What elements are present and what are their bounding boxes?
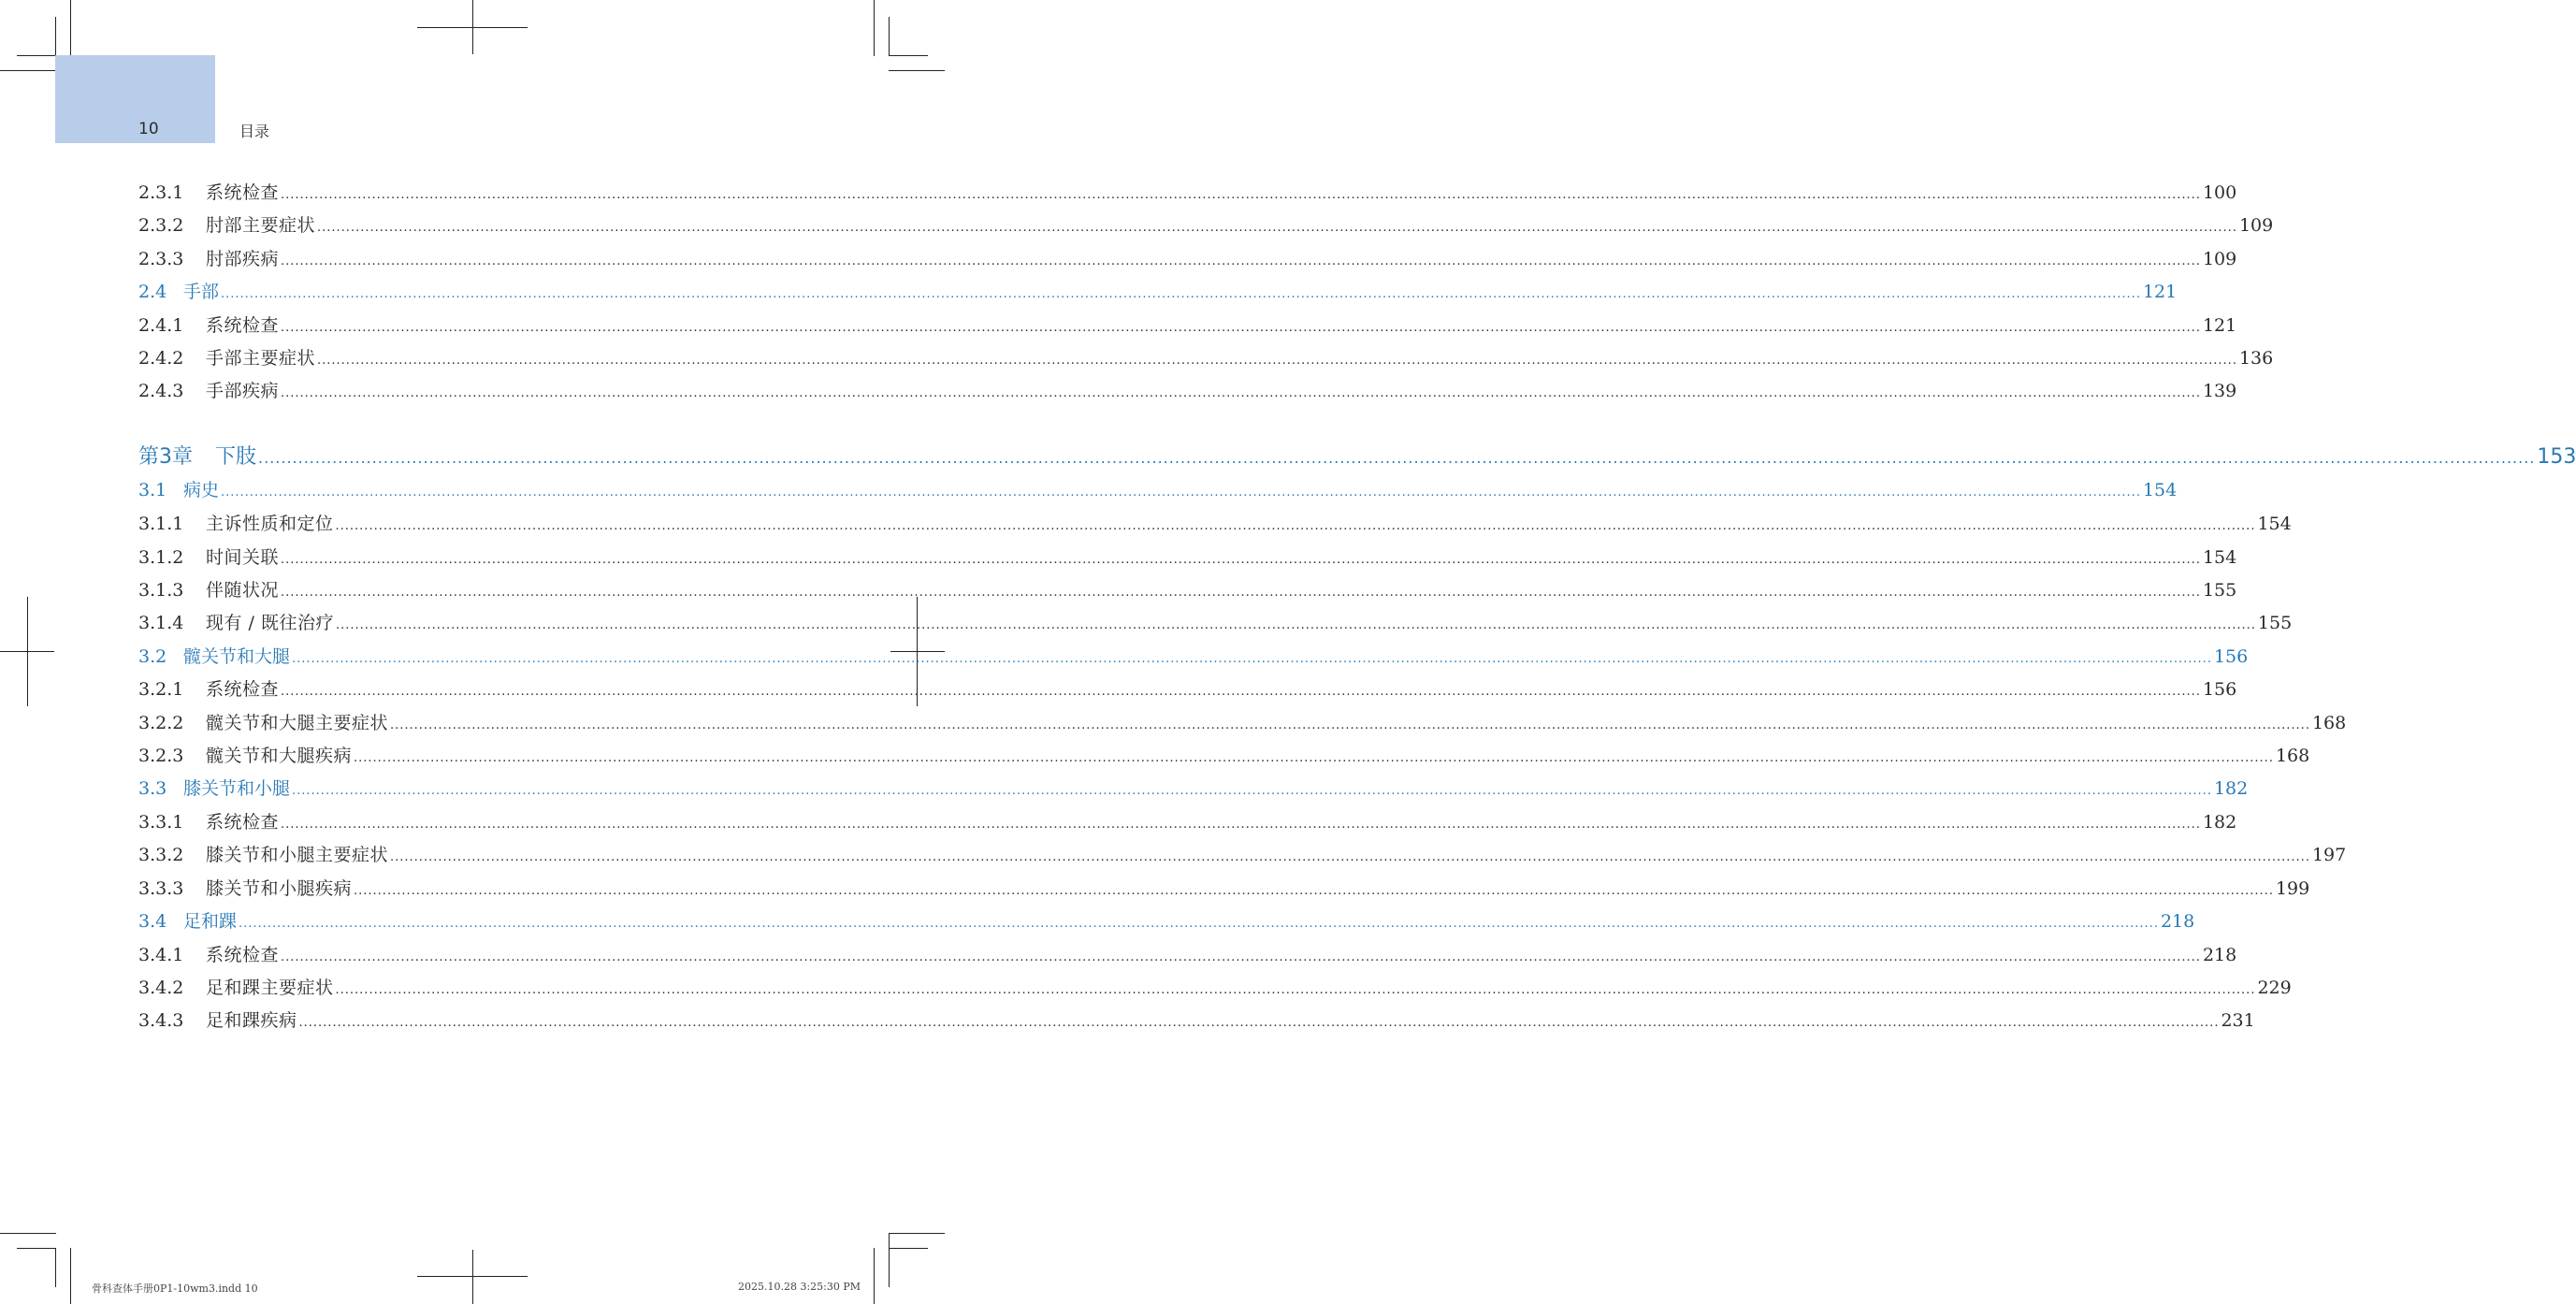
toc-entry-number: 3.2.3: [138, 746, 184, 766]
toc-entry-number: 2.3.2: [138, 215, 184, 236]
toc-dot-leader: ................................................................................................................................................................................................................................................................................................................................................................................................................: [292, 652, 2212, 666]
toc-dot-leader: ................................................................................................................................................................................................................................................................................................................................................................................................................: [281, 950, 2201, 964]
toc-entry-sec[interactable]: [138, 776, 2249, 804]
toc-entry-title: 主诉性质和定位: [206, 514, 334, 534]
crop-mark: [70, 1248, 71, 1304]
toc-entry-number: 3.1: [138, 480, 167, 500]
toc-entry-number: 2.4: [138, 282, 167, 302]
toc-entry-number: 第3章: [138, 445, 193, 469]
toc-dot-leader: ................................................................................................................................................................................................................................................................................................................................................................................................................: [335, 519, 2256, 533]
toc-entry-sub[interactable]: [138, 677, 2237, 704]
toc-entry-number: 3.3.1: [138, 812, 184, 833]
toc-dot-leader: ................................................................................................................................................................................................................................................................................................................................................................................................................: [390, 850, 2310, 864]
toc-dot-leader: ................................................................................................................................................................................................................................................................................................................................................................................................................: [239, 917, 2159, 931]
toc-entry-title: 膝关节和小腿疾病: [206, 878, 353, 899]
toc-entry-page: 100: [2202, 182, 2237, 203]
toc-entry-title: 下肢: [215, 445, 257, 469]
slug-timestamp: 2025.10.28 3:25:30 PM: [738, 1281, 861, 1293]
toc-dot-leader: ................................................................................................................................................................................................................................................................................................................................................................................................................: [354, 751, 2274, 765]
toc-entry-sec[interactable]: [138, 909, 2195, 936]
toc-entry-page: 156: [2213, 646, 2249, 667]
toc-dot-leader: ................................................................................................................................................................................................................................................................................................................................................................................................................: [281, 386, 2201, 400]
toc-dot-leader: ................................................................................................................................................................................................................................................................................................................................................................................................................: [281, 818, 2201, 832]
toc-entry-page: 109: [2238, 215, 2274, 236]
toc-entry-sub[interactable]: [138, 213, 2274, 240]
toc-entry-page: 121: [2202, 315, 2237, 336]
toc-dot-leader: ................................................................................................................................................................................................................................................................................................................................................................................................................: [281, 321, 2201, 335]
toc-entry-number: 3.1.3: [138, 580, 184, 601]
slug-filename: 骨科查体手册0P1-10wm3.indd 10: [92, 1282, 258, 1295]
toc-entry-page: 218: [2202, 945, 2237, 965]
toc-entry-number: 3.2.2: [138, 713, 184, 733]
toc-dot-leader: ................................................................................................................................................................................................................................................................................................................................................................................................................: [281, 254, 2201, 268]
toc-entry-number: 3.4.3: [138, 1010, 184, 1031]
toc-entry-number: 3.3: [138, 778, 167, 799]
crop-mark: [889, 70, 945, 71]
toc-entry-title: 手部: [183, 282, 220, 302]
toc-entry-page: 139: [2202, 381, 2237, 401]
toc-entry-sub[interactable]: [138, 379, 2237, 406]
toc-entry-sec[interactable]: [138, 280, 2178, 307]
toc-entry-sec[interactable]: [138, 645, 2249, 672]
header-color-block: [55, 55, 215, 143]
toc-entry-number: 3.4.1: [138, 945, 184, 965]
toc-dot-leader: ................................................................................................................................................................................................................................................................................................................................................................................................................: [298, 1016, 2220, 1030]
toc-entry-number: 2.4.1: [138, 315, 184, 336]
toc-entry-page: 182: [2202, 812, 2237, 833]
toc-entry-title: 足和踝: [183, 911, 238, 932]
page-number: 10: [138, 120, 159, 138]
toc-entry-title: 手部主要症状: [206, 348, 316, 369]
toc-dot-leader: ................................................................................................................................................................................................................................................................................................................................................................................................................: [335, 983, 2256, 997]
toc-entry-title: 足和踝疾病: [206, 1010, 297, 1031]
toc-entry-sub[interactable]: [138, 313, 2237, 340]
toc-entry-title: 髋关节和大腿疾病: [206, 746, 353, 766]
toc-entry-number: 2.3.1: [138, 182, 184, 203]
toc-entry-number: 3.4: [138, 911, 167, 932]
toc-entry-sub[interactable]: [138, 943, 2237, 970]
toc-entry-number: 3.3.3: [138, 878, 184, 899]
toc-entry-sub[interactable]: [138, 810, 2237, 837]
toc-dot-leader: ................................................................................................................................................................................................................................................................................................................................................................................................................: [390, 718, 2310, 732]
toc-entry-page: 199: [2275, 878, 2310, 899]
toc-entry-sub[interactable]: [138, 346, 2274, 373]
toc-entry-title: 系统检查: [206, 182, 280, 203]
toc-entry-number: 3.4.2: [138, 978, 184, 998]
toc-entry-page: 154: [2257, 514, 2292, 534]
toc-entry-title: 膝关节和小腿: [183, 778, 291, 799]
toc-entry-title: 髋关节和大腿主要症状: [206, 713, 389, 733]
toc-entry-number: 2.4.3: [138, 381, 184, 401]
toc-entry-sub[interactable]: [138, 843, 2347, 870]
toc-entry-page: 153: [2537, 445, 2576, 469]
toc-entry-title: 时间关联: [206, 547, 280, 568]
toc-entry-title: 系统检查: [206, 679, 280, 700]
toc-entry-page: 197: [2311, 845, 2347, 865]
toc-dot-leader: ................................................................................................................................................................................................................................................................................................................................................................................................................: [221, 287, 2141, 301]
crop-mark: [889, 1233, 890, 1287]
toc-entry-sub[interactable]: [138, 1008, 2255, 1036]
crop-mark: [17, 1248, 56, 1249]
toc-dot-leader: ................................................................................................................................................................................................................................................................................................................................................................................................................: [281, 553, 2201, 567]
crop-mark: [0, 651, 54, 652]
toc-dot-leader: ................................................................................................................................................................................................................................................................................................................................................................................................................: [335, 618, 2256, 632]
toc-entry-title: 手部疾病: [206, 381, 280, 401]
toc-entry-page: 168: [2311, 713, 2347, 733]
crop-mark: [0, 70, 56, 71]
toc-entry-sub[interactable]: [138, 877, 2310, 904]
crop-mark: [55, 1248, 56, 1287]
toc-entry-sub[interactable]: [138, 976, 2292, 1003]
crop-mark: [889, 17, 890, 56]
toc-entry-number: 3.1.4: [138, 613, 184, 633]
crop-mark: [70, 0, 71, 56]
crop-mark: [55, 17, 56, 56]
crop-mark: [417, 27, 528, 28]
toc-entry-title: 现有 / 既往治疗: [206, 613, 334, 633]
toc-entry-chapter[interactable]: [138, 445, 2576, 471]
toc-entry-page: 156: [2202, 679, 2237, 700]
toc-dot-leader: ................................................................................................................................................................................................................................................................................................................................................................................................................: [281, 685, 2201, 699]
toc-dot-leader: ................................................................................................................................................................................................................................................................................................................................................................................................................: [317, 221, 2237, 235]
crop-mark: [889, 1233, 945, 1234]
toc-entry-sub[interactable]: [138, 711, 2347, 738]
crop-mark: [889, 1248, 928, 1249]
toc-dot-leader: ................................................................................................................................................................................................................................................................................................................................................................................................................: [221, 485, 2141, 500]
toc-entry-page: 218: [2160, 911, 2195, 932]
crop-mark: [874, 0, 875, 56]
toc-entry-page: 168: [2275, 746, 2310, 766]
toc-entry-page: 231: [2221, 1010, 2255, 1031]
toc-entry-sub[interactable]: [138, 578, 2237, 605]
toc-entry-number: 3.3.2: [138, 845, 184, 865]
toc-entry-sec[interactable]: [138, 478, 2178, 505]
toc-dot-leader: ................................................................................................................................................................................................................................................................................................................................................................................................................: [281, 586, 2201, 600]
toc-entry-sub[interactable]: [138, 512, 2292, 539]
toc-entry-page: 229: [2257, 978, 2292, 998]
toc-entry-sub[interactable]: [138, 611, 2293, 638]
toc-entry-page: 109: [2202, 249, 2237, 269]
toc-entry-number: 2.4.2: [138, 348, 184, 369]
toc-dot-leader: ................................................................................................................................................................................................................................................................................................................................................................................................................: [317, 354, 2237, 368]
toc-entry-title: 膝关节和小腿主要症状: [206, 845, 389, 865]
toc-entry-page: 155: [2202, 580, 2237, 601]
toc-entry-page: 155: [2257, 613, 2293, 633]
toc-entry-number: 3.2.1: [138, 679, 184, 700]
toc-entry-number: 3.1.1: [138, 514, 184, 534]
toc-entry-title: 足和踝主要症状: [206, 978, 334, 998]
toc-entry-title: 伴随状况: [206, 580, 280, 601]
toc-entry-sub[interactable]: [138, 744, 2310, 771]
toc-entry-sub[interactable]: [138, 181, 2237, 208]
toc-entry-title: 髋关节和大腿: [183, 646, 291, 667]
toc-entry-page: 154: [2202, 547, 2237, 568]
crop-mark: [472, 1250, 473, 1304]
crop-mark: [874, 1248, 875, 1304]
toc-entry-number: 3.2: [138, 646, 167, 667]
toc-dot-leader: ................................................................................................................................................................................................................................................................................................................................................................................................................: [354, 884, 2274, 898]
toc-entry-title: 系统检查: [206, 945, 280, 965]
crop-mark: [0, 1233, 56, 1234]
crop-mark: [417, 1276, 528, 1277]
crop-mark: [17, 55, 56, 56]
toc-entry-title: 肘部疾病: [206, 249, 280, 269]
crop-mark: [889, 55, 928, 56]
toc-dot-leader: ................................................................................................................................................................................................................................................................................................................................................................................................................: [281, 188, 2201, 202]
toc-entry-page: 154: [2142, 480, 2178, 500]
toc-entry-page: 182: [2213, 778, 2249, 799]
toc-entry-title: 系统检查: [206, 812, 280, 833]
toc-entry-title: 肘部主要症状: [206, 215, 316, 236]
toc-entry-number: 2.3.3: [138, 249, 184, 269]
toc-entry-title: 系统检查: [206, 315, 280, 336]
toc-entry-sub[interactable]: [138, 545, 2237, 572]
toc-entry-title: 病史: [183, 480, 220, 500]
toc-dot-leader: ................................................................................................................................................................................................................................................................................................................................................................................................................: [258, 449, 2536, 467]
toc-entry-page: 121: [2142, 282, 2178, 302]
toc-entry-page: 136: [2238, 348, 2274, 369]
toc-entry-sub[interactable]: [138, 247, 2237, 274]
toc-entry-number: 3.1.2: [138, 547, 184, 568]
toc-dot-leader: ................................................................................................................................................................................................................................................................................................................................................................................................................: [292, 784, 2212, 798]
header-section-title: 目录: [239, 123, 270, 140]
